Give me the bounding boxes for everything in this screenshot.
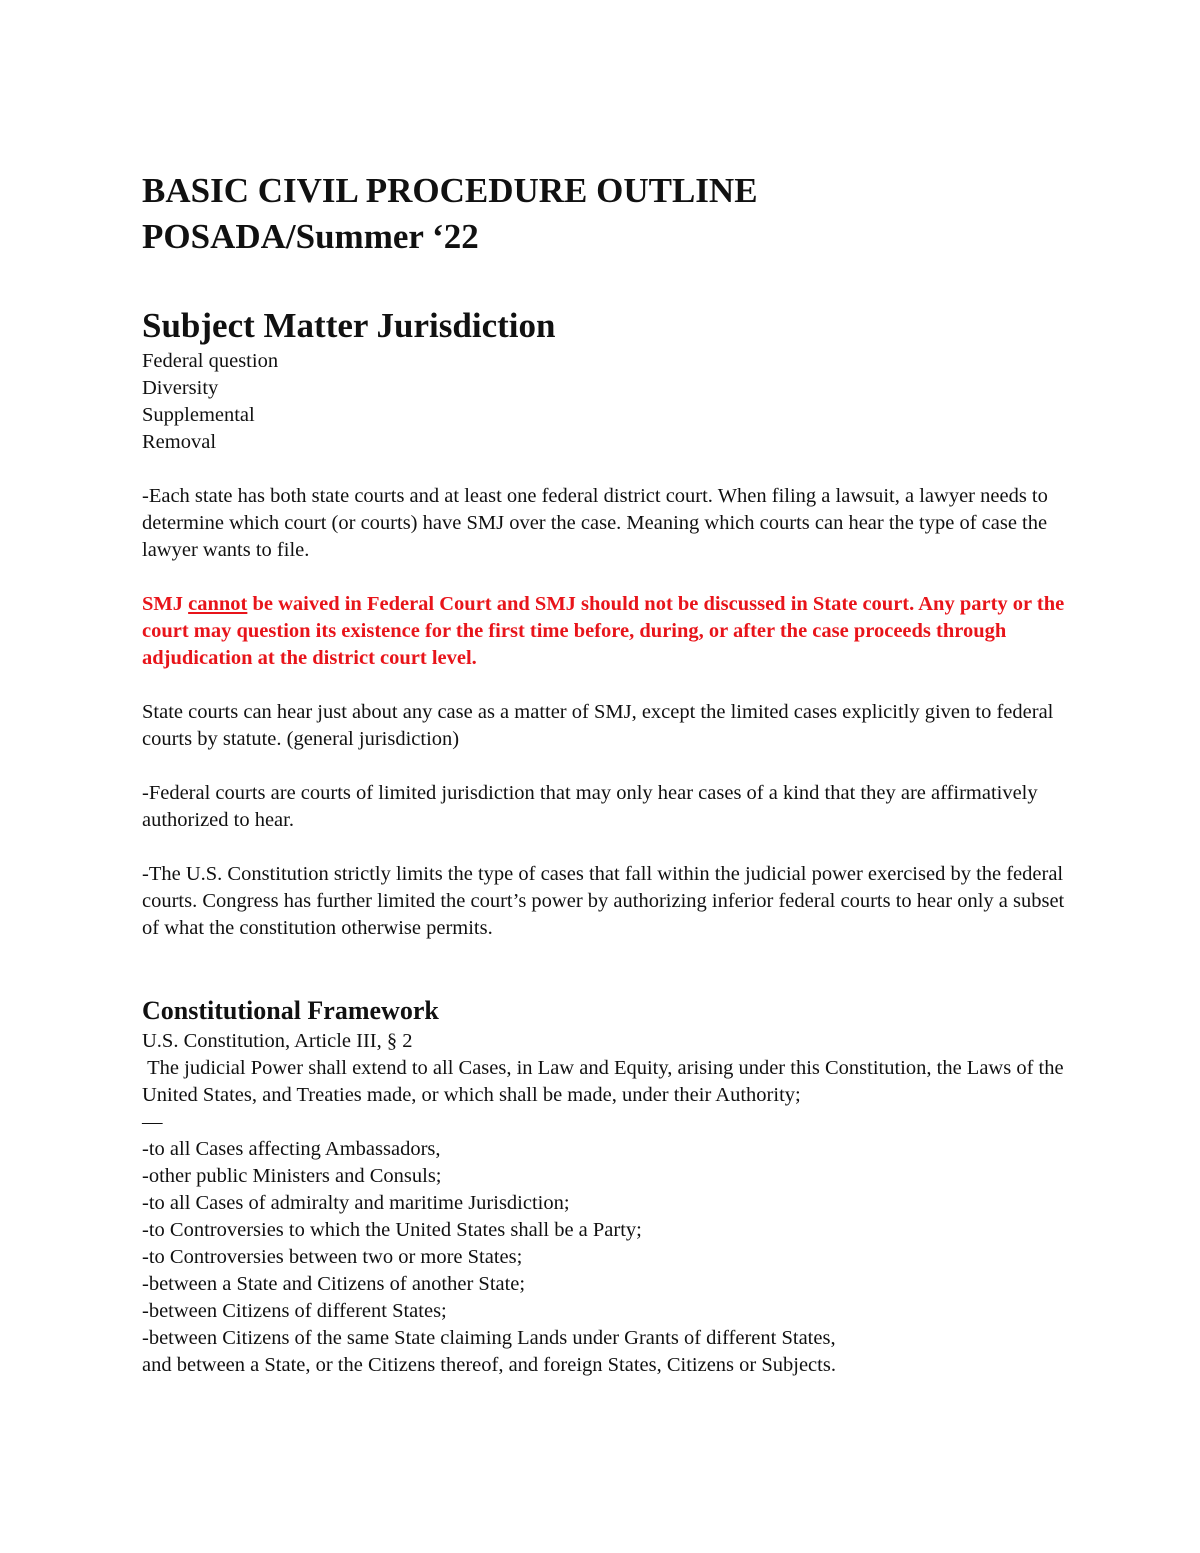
list-item: Supplemental bbox=[142, 404, 255, 426]
list-item: -to all Cases of admiralty and maritime Jurisdiction; bbox=[142, 1192, 570, 1214]
paragraph-constitution-limits: -The U.S. Constitution strictly limits the type of cases that fall within the judicial power exercised by the federal courts. Congress has further limited the court’s power by authorizing inferior federal courts to hear only a subset of what the constitution otherwise permits. bbox=[142, 863, 1065, 939]
list-item: and between a State, or the Citizens thereof, and foreign States, Citizens or Subjects. bbox=[142, 1354, 836, 1376]
heading-constitutional-framework: Constitutional Framework bbox=[142, 996, 439, 1025]
heading-subject-matter-jurisdiction: Subject Matter Jurisdiction bbox=[142, 306, 556, 345]
document-body bbox=[142, 168, 1072, 1379]
list-item: Federal question bbox=[142, 350, 279, 372]
document-title bbox=[142, 168, 1072, 260]
paragraph-state-courts-overview: -Each state has both state courts and at least one federal district court. When filing a lawsuit, a lawyer needs to determine which court (or courts) have SMJ over the case. Meaning which courts can hear the type of case the lawyer wants to file. bbox=[142, 485, 1048, 561]
list-item: -between a State and Citizens of another State; bbox=[142, 1273, 526, 1295]
list-item: Removal bbox=[142, 431, 217, 453]
citation: U.S. Constitution, Article III, § 2 bbox=[142, 1030, 413, 1052]
paragraph-limited-jurisdiction: -Federal courts are courts of limited jurisdiction that may only hear cases of a kind that they are affirmatively authorized to hear. bbox=[142, 782, 1038, 831]
list-item: -between Citizens of the same State claiming Lands under Grants of different States, bbox=[142, 1327, 836, 1349]
list-item: -to all Cases affecting Ambassadors, bbox=[142, 1138, 441, 1160]
paragraph-general-jurisdiction: State courts can hear just about any case as a matter of SMJ, except the limited cases explicitly given to federal courts by statute. (general jurisdiction) bbox=[142, 701, 1054, 750]
list-item: -to Controversies to which the United States shall be a Party; bbox=[142, 1219, 642, 1241]
list-item: -to Controversies between two or more States; bbox=[142, 1246, 523, 1268]
list-item: -other public Ministers and Consuls; bbox=[142, 1165, 442, 1187]
warning-text-post: be waived in Federal Court and SMJ should not be discussed in State court. Any party or the court may question its existence for the first time before, during, or after the case proceeds through adjudication at the district court level. bbox=[142, 593, 1065, 669]
list-item: Diversity bbox=[142, 377, 219, 399]
jurisdiction-types-list bbox=[142, 348, 1072, 456]
judicial-power-intro: The judicial Power shall extend to all Cases, in Law and Equity, arising under this Constitution, the Laws of the United States, and Treaties made, or which shall be made, under their Authority; bbox=[142, 1057, 1069, 1106]
em-dash: — bbox=[142, 1111, 163, 1133]
title-line-2: POSADA/Summer ‘22 bbox=[142, 217, 479, 256]
warning-text-pre: SMJ bbox=[142, 593, 189, 615]
cases-list bbox=[142, 1136, 1072, 1379]
list-item: -between Citizens of different States; bbox=[142, 1300, 447, 1322]
warning-text-underlined: cannot bbox=[188, 593, 248, 615]
smj-warning-paragraph bbox=[142, 591, 1072, 672]
title-line-1: BASIC CIVIL PROCEDURE OUTLINE bbox=[142, 171, 758, 210]
